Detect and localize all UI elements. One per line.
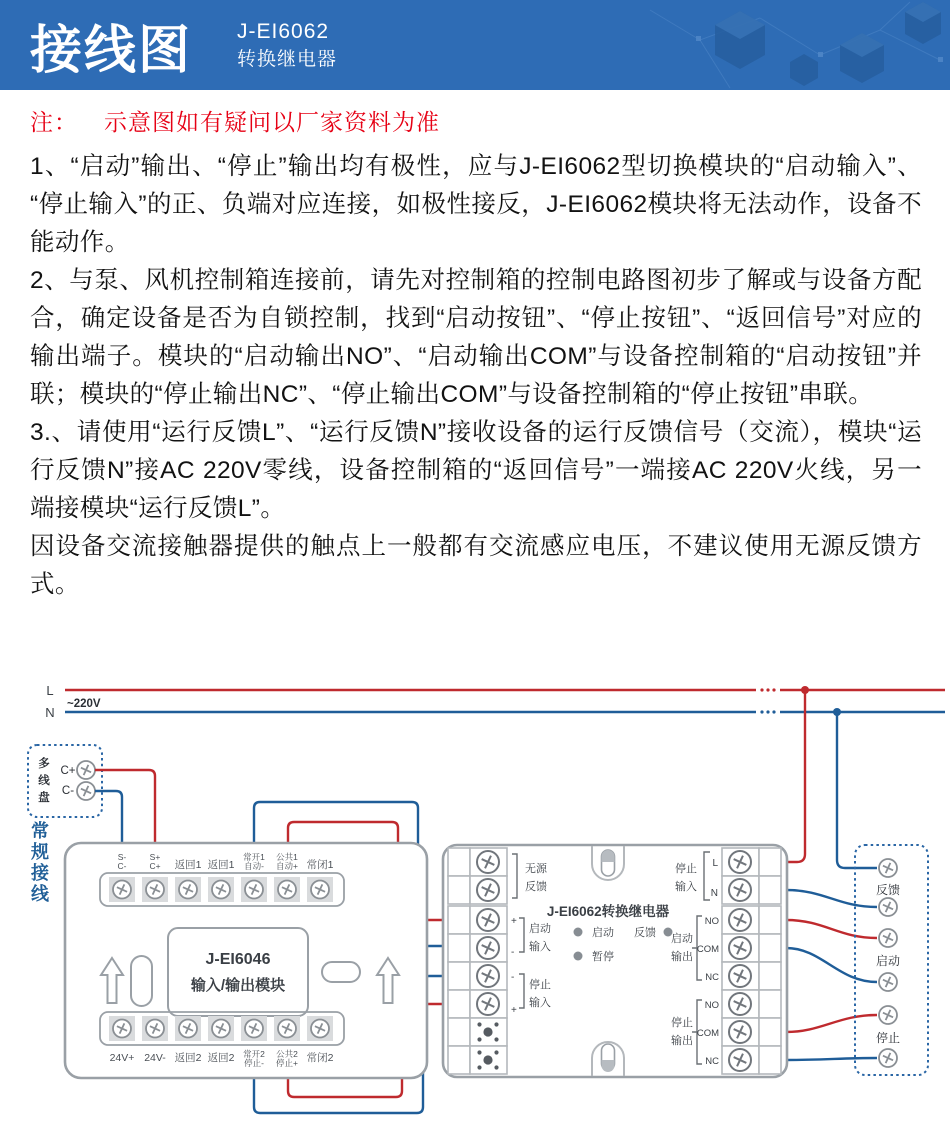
svg-text:COM: COM	[696, 1028, 719, 1039]
svg-text:公共2: 公共2	[276, 1049, 298, 1059]
start-terminal-1	[879, 929, 897, 947]
svg-text:返回1: 返回1	[174, 859, 202, 871]
stop-terminal-1	[879, 1006, 897, 1024]
header-banner	[0, 0, 950, 90]
svg-text:常开1: 常开1	[243, 852, 265, 862]
wiring-diagram	[0, 672, 950, 1147]
feedback-terminal-2	[879, 898, 897, 916]
wire-stopout-com-to-stop1	[786, 1015, 877, 1032]
page-title: 接线图	[30, 22, 193, 80]
svg-text:NC: NC	[705, 1056, 719, 1067]
wire-stopout-nc-to-stop2	[786, 1058, 877, 1060]
svg-text:停止+: 停止+	[276, 1058, 298, 1068]
panel-cminus-label: C-	[61, 785, 75, 797]
start-label: 启动	[875, 954, 901, 968]
instruction-paragraph-2: 2、与泵、风机控制箱连接前，请先对控制箱的控制电路图初步了解或与设备方配合，确定设备是否为自锁控制，找到“启动按钮”、“停止按钮”、“返回信号”对应的输出端子。模块的“启动输出NO”、“启动输出COM”与设备控制箱的“启动按钮”并联；模块的“停止输出NC”、“停止输出COM”与设备控制箱的“停止按钮”串联。	[30, 267, 922, 408]
panel-label-char2: 线	[38, 775, 50, 787]
multi-wire-panel-box	[28, 745, 102, 817]
feedback-led-label: 反馈	[634, 927, 656, 939]
instruction-paragraph-1: 1、“启动”输出、“停止”输出均有极性，应与J-EI6062型切换模块的“启动输入”、“停止输入”的正、负端对应连接，如极性接反，J-EI6062模块将无法动作，设备不能动作。	[30, 153, 922, 256]
svg-text:+: +	[511, 916, 517, 927]
left-module-name-box	[168, 928, 308, 1016]
svg-text:公共1: 公共1	[276, 852, 298, 862]
svg-text:+: +	[511, 1005, 517, 1016]
instructions	[30, 148, 922, 604]
device-type: 转换继电器	[237, 49, 338, 70]
stop-label: 停止	[875, 1031, 901, 1045]
right-module	[443, 845, 787, 1077]
svg-text:启动: 启动	[529, 923, 551, 935]
svg-text:停止: 停止	[671, 1017, 693, 1029]
svg-text:常开2: 常开2	[243, 1049, 265, 1059]
panel-label-char3: 盘	[38, 792, 50, 804]
svg-text:线: 线	[31, 884, 49, 904]
start-terminal-2	[879, 973, 897, 991]
svg-text:C-: C-	[117, 861, 127, 871]
note-text: 示意图如有疑问以厂家资料为准	[104, 109, 440, 135]
wire-live-to-l-terminal	[782, 690, 805, 862]
svg-text:L: L	[712, 858, 718, 869]
pause-led	[574, 952, 583, 961]
svg-text:停止: 停止	[529, 979, 551, 991]
left-module	[65, 843, 427, 1078]
svg-text:启动: 启动	[671, 933, 693, 945]
svg-text:NC: NC	[705, 972, 719, 983]
wire-startout-no-to-start1	[786, 920, 877, 938]
svg-text:常闭2: 常闭2	[306, 1052, 334, 1064]
svg-text:接: 接	[31, 863, 49, 883]
wire-n-to-feedback2	[786, 890, 877, 907]
left-module-name: J-EI6046	[205, 951, 271, 968]
header-decoration-cubes	[610, 0, 950, 90]
feedback-terminal-1	[879, 859, 897, 877]
panel-label-char1: 多	[38, 758, 50, 770]
svg-text:24V+: 24V+	[109, 1052, 135, 1064]
device-terminal-box	[855, 845, 928, 1075]
stop-terminal-2	[879, 1049, 897, 1067]
start-led	[574, 928, 583, 937]
svg-text:C+: C+	[149, 861, 161, 871]
svg-text:规: 规	[31, 842, 49, 862]
disclaimer-note	[30, 104, 440, 137]
svg-text:S-: S-	[117, 852, 127, 862]
instruction-paragraph-3: 3.、请使用“运行反馈L”、“运行反馈N”接收设备的运行反馈信号（交流），模块“运行反馈N”接AC 220V零线，设备控制箱的“返回信号”一端接AC 220V火线，另一端接模块“运行反馈L”。	[30, 419, 922, 522]
start-led-label: 启动	[592, 927, 614, 939]
pause-led-label: 暂停	[592, 951, 614, 963]
svg-text:COM: COM	[696, 944, 719, 955]
svg-text:返回1: 返回1	[207, 859, 235, 871]
slot-capsule	[322, 962, 360, 982]
left-module-type: 输入/输出模块	[190, 977, 286, 994]
svg-text:输入: 输入	[529, 997, 551, 1009]
svg-text:N: N	[710, 888, 718, 899]
mains-power-lines	[45, 683, 945, 720]
svg-text:输出: 输出	[671, 951, 693, 963]
wire-cplus-to-splus	[95, 770, 155, 843]
panel-terminal-cplus	[77, 761, 95, 779]
voltage-label: ~220V	[67, 698, 101, 710]
svg-text:输出: 输出	[671, 1035, 693, 1047]
svg-text:24V-: 24V-	[144, 1052, 166, 1064]
wire-cminus-to-sminus	[95, 791, 122, 843]
live-wire-break-dots	[760, 688, 775, 691]
svg-text:输入: 输入	[675, 881, 697, 893]
svg-text:停止-: 停止-	[244, 1058, 264, 1068]
svg-text:NO: NO	[704, 916, 719, 927]
right-module-right-terminal-cells	[722, 848, 781, 1074]
neutral-line-label: N	[45, 705, 55, 720]
instruction-paragraph-4: 因设备交流接触器提供的触点上一般都有交流感应电压，不建议使用无源反馈方式。	[30, 533, 922, 598]
model-number: J-EI6062	[237, 20, 330, 43]
svg-text:输入: 输入	[529, 941, 551, 953]
svg-text:-: -	[511, 947, 515, 958]
slot-pill	[131, 956, 152, 1006]
svg-text:S+: S+	[149, 852, 161, 862]
panel-cplus-label: C+	[60, 765, 76, 777]
svg-text:反馈: 反馈	[525, 881, 547, 893]
svg-text:返回2: 返回2	[174, 1052, 202, 1064]
header-subtitle	[237, 18, 337, 74]
svg-text:常: 常	[31, 821, 49, 841]
right-module-title: J-EI6062转换继电器	[546, 904, 670, 919]
panel-terminal-cminus	[77, 782, 95, 800]
wiring-mode-label	[30, 820, 50, 904]
note-prefix: 注：	[30, 109, 78, 135]
svg-text:返回2: 返回2	[207, 1052, 235, 1064]
svg-text:-: -	[511, 972, 515, 983]
svg-text:无源: 无源	[525, 863, 547, 875]
neutral-wire-break-dots	[760, 710, 775, 713]
svg-text:常闭1: 常闭1	[306, 859, 334, 871]
live-line-label: L	[46, 683, 54, 698]
svg-text:NO: NO	[704, 1000, 719, 1011]
svg-text:停止: 停止	[675, 863, 697, 875]
feedback-label: 反馈	[875, 883, 901, 897]
svg-text:自动+: 自动+	[276, 861, 298, 871]
wire-startout-com-to-start2	[786, 948, 877, 982]
svg-text:自动-: 自动-	[244, 861, 264, 871]
